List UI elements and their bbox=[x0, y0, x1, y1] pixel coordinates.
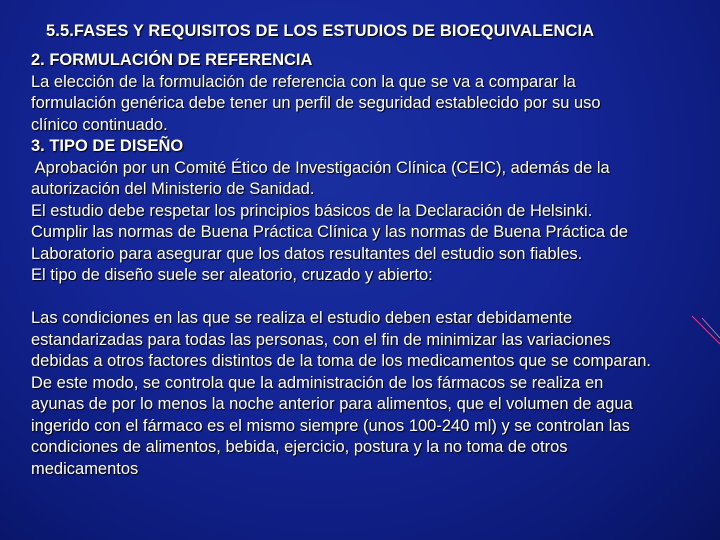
section-heading-formulacion: 2. FORMULACIÓN DE REFERENCIA bbox=[31, 51, 313, 69]
body-line: Laboratorio para asegurar que los datos resultantes del estudio son fiables. bbox=[31, 244, 583, 263]
body-line: Las condiciones en las que se realiza el estudio deben estar debidamente bbox=[31, 309, 573, 327]
body-line: ayunas de por lo menos la noche anterior para alimentos, que el volumen de agua bbox=[31, 395, 633, 413]
slide-title: 5.5.FASES Y REQUISITOS DE LOS ESTUDIOS DE BIOEQUIVALENCIA bbox=[46, 22, 595, 40]
body-line: El estudio debe respetar los principios básicos de la Declaración de Helsinki. bbox=[31, 201, 593, 220]
body-line: La elección de la formulación de referencia con la que se va a comparar la bbox=[31, 72, 576, 91]
body-line: De este modo, se controla que la administración de los fármacos se realiza en bbox=[31, 373, 604, 392]
body-line: Aprobación por un Comité Ético de Investigación Clínica (CEIC), además de la bbox=[31, 158, 610, 177]
body-line: clínico continuado. bbox=[31, 115, 168, 134]
body-line: medicamentos bbox=[31, 459, 139, 478]
body-line: Cumplir las normas de Buena Práctica Clínica y las normas de Buena Práctica de bbox=[31, 223, 629, 241]
decorative-line bbox=[692, 316, 720, 344]
body-line: ingerido con el fármaco es el mismo siempre (unos 100-240 ml) y se controlan las bbox=[31, 416, 630, 435]
paragraph-gap bbox=[31, 287, 711, 309]
decorative-diagonal-lines bbox=[690, 300, 720, 370]
body-line: autorización del Ministerio de Sanidad. bbox=[31, 180, 315, 198]
section-heading-diseno: 3. TIPO DE DISEÑO bbox=[31, 137, 184, 155]
body-line: formulación genérica debe tener un perfil de seguridad establecido por su uso bbox=[31, 94, 601, 112]
body-line: debidas a otros factores distintos de la toma de los medicamentos que se comparan. bbox=[31, 352, 652, 370]
body-line: estandarizadas para todas las personas, con el fin de minimizar las variaciones bbox=[31, 330, 611, 349]
slide-body bbox=[31, 50, 711, 480]
body-line: El tipo de diseño suele ser aleatorio, cruzado y abierto: bbox=[31, 266, 433, 284]
body-line: condiciones de alimentos, bebida, ejercicio, postura y la no toma de otros bbox=[31, 438, 568, 456]
